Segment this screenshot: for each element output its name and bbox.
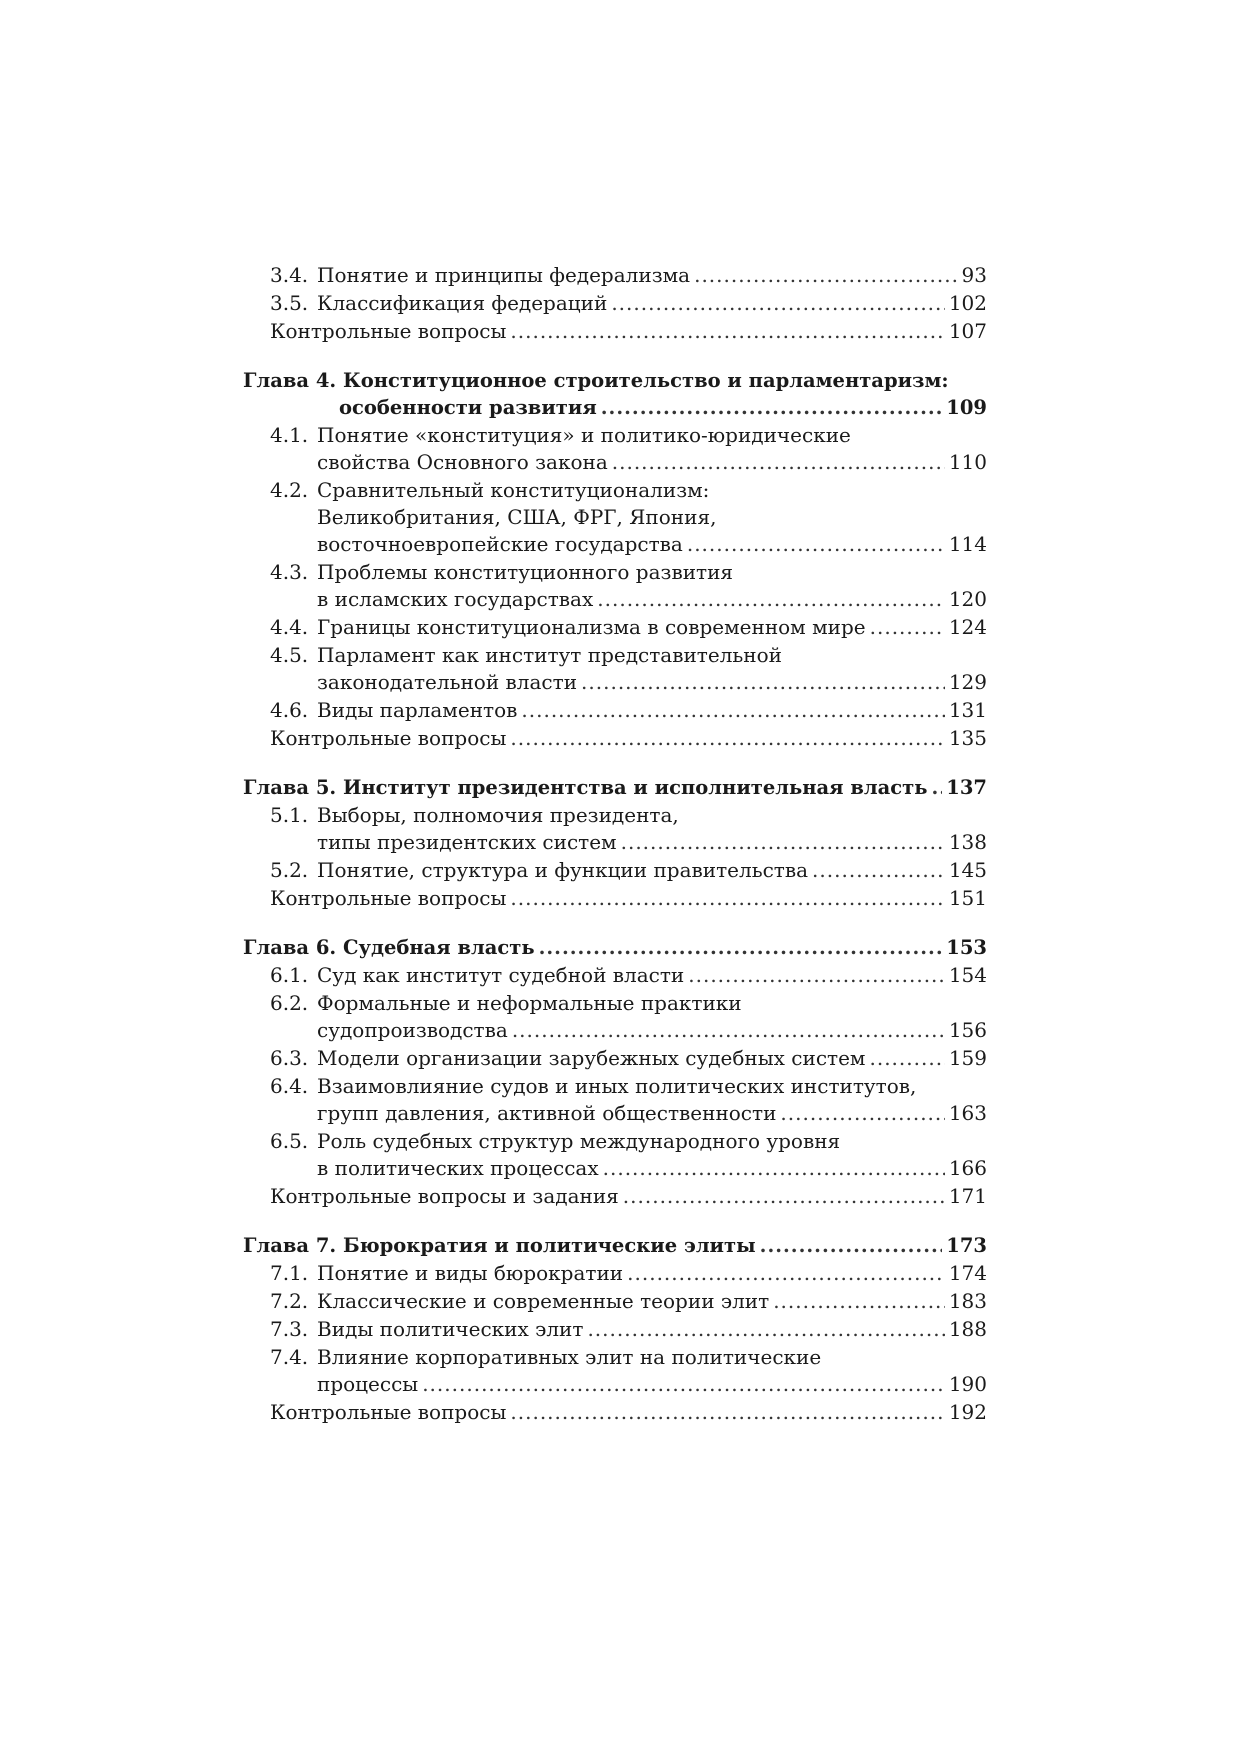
toc-chapter bbox=[243, 367, 987, 421]
entry-title: Выборы, полномочия президента, bbox=[317, 803, 679, 827]
toc-section bbox=[243, 1045, 987, 1072]
entry-title: Виды политических элит bbox=[317, 1317, 584, 1341]
dot-leader bbox=[601, 394, 943, 421]
toc-control-questions bbox=[243, 725, 987, 752]
entry-title: судопроизводства bbox=[317, 1018, 508, 1042]
toc-group bbox=[243, 367, 987, 752]
section-number: 7.1. bbox=[270, 1261, 309, 1285]
toc-chapter bbox=[243, 774, 987, 801]
toc-section bbox=[243, 1260, 987, 1287]
entry-title: Границы конституционализма в современном мире bbox=[317, 615, 866, 639]
toc-section bbox=[243, 559, 987, 613]
toc-section bbox=[243, 962, 987, 989]
toc-section bbox=[243, 1128, 987, 1182]
page-number: 110 bbox=[948, 450, 987, 474]
toc-section bbox=[243, 422, 987, 476]
entry-title: Формальные и неформальные практики bbox=[317, 991, 742, 1015]
page-number: 135 bbox=[948, 726, 987, 750]
dot-leader bbox=[687, 531, 945, 558]
page-number: 156 bbox=[948, 1018, 987, 1042]
section-number: 3.5. bbox=[270, 291, 309, 315]
page-number: 174 bbox=[948, 1261, 987, 1285]
section-number: 6.3. bbox=[270, 1046, 309, 1070]
dot-leader bbox=[512, 1017, 945, 1044]
entry-title: законодательной власти bbox=[317, 670, 578, 694]
page-number: 109 bbox=[946, 396, 987, 419]
entry-title: Парламент как институт представительной bbox=[317, 643, 782, 667]
entry-title: Понятие и виды бюрократии bbox=[317, 1261, 624, 1285]
dot-leader bbox=[521, 697, 944, 724]
toc-section bbox=[243, 857, 987, 884]
toc-control-questions bbox=[243, 1399, 987, 1426]
page-number: 137 bbox=[946, 776, 987, 799]
entry-title: свойства Основного закона bbox=[317, 450, 608, 474]
section-number: 4.1. bbox=[270, 423, 309, 447]
dot-leader bbox=[869, 1045, 944, 1072]
page-number: 190 bbox=[948, 1372, 987, 1396]
page-number: 153 bbox=[946, 936, 987, 959]
entry-title: Контрольные вопросы и задания bbox=[270, 1184, 619, 1208]
section-number: 6.5. bbox=[270, 1129, 309, 1153]
page-number: 102 bbox=[948, 291, 987, 315]
dot-leader bbox=[760, 1232, 943, 1259]
entry-title: Взаимовлияние судов и иных политических институтов, bbox=[317, 1074, 917, 1098]
toc-section bbox=[243, 1344, 987, 1398]
entry-title: процессы bbox=[317, 1372, 419, 1396]
toc-control-questions bbox=[243, 318, 987, 345]
section-number: 4.4. bbox=[270, 615, 309, 639]
dot-leader bbox=[612, 449, 945, 476]
page-number: 138 bbox=[948, 830, 987, 854]
toc-section bbox=[243, 290, 987, 317]
dot-leader bbox=[510, 318, 944, 345]
entry-title: Классические и современные теории элит bbox=[317, 1289, 770, 1313]
dot-leader bbox=[931, 774, 942, 801]
entry-title: особенности развития bbox=[339, 396, 597, 419]
entry-title: Контрольные вопросы bbox=[270, 886, 507, 910]
page-number: 151 bbox=[948, 886, 987, 910]
dot-leader bbox=[611, 290, 945, 317]
toc-control-questions bbox=[243, 885, 987, 912]
page-number: 188 bbox=[948, 1317, 987, 1341]
toc-section bbox=[243, 802, 987, 856]
toc-section bbox=[243, 1073, 987, 1127]
section-number: 7.2. bbox=[270, 1289, 309, 1313]
entry-title: типы президентских систем bbox=[317, 830, 617, 854]
dot-leader bbox=[510, 1399, 944, 1426]
section-number: 5.1. bbox=[270, 803, 309, 827]
page-number: 120 bbox=[948, 587, 987, 611]
entry-title: Контрольные вопросы bbox=[270, 319, 507, 343]
dot-leader bbox=[603, 1155, 945, 1182]
section-number: 6.4. bbox=[270, 1074, 309, 1098]
section-number: 3.4. bbox=[270, 263, 309, 287]
section-number: 6.1. bbox=[270, 963, 309, 987]
dot-leader bbox=[510, 885, 944, 912]
entry-title: Понятие, структура и функции правительства bbox=[317, 858, 809, 882]
section-number: 4.2. bbox=[270, 478, 309, 502]
entry-title: в исламских государствах bbox=[317, 587, 594, 611]
section-number: 4.3. bbox=[270, 560, 309, 584]
toc-section bbox=[243, 990, 987, 1044]
page-number: 129 bbox=[948, 670, 987, 694]
entry-title: Глава 4. Конституционное строительство и парламентаризм: bbox=[243, 369, 949, 392]
entry-title: Суд как институт судебной власти bbox=[317, 963, 685, 987]
dot-leader bbox=[597, 586, 945, 613]
entry-title: Глава 6. Судебная власть bbox=[243, 936, 535, 959]
section-number: 7.4. bbox=[270, 1345, 309, 1369]
dot-leader bbox=[621, 829, 945, 856]
page-number: 166 bbox=[948, 1156, 987, 1180]
dot-leader bbox=[688, 962, 945, 989]
toc-section bbox=[243, 642, 987, 696]
toc-section bbox=[243, 697, 987, 724]
toc-group bbox=[243, 774, 987, 912]
toc-section bbox=[243, 262, 987, 289]
page-number: 173 bbox=[946, 1234, 987, 1257]
entry-title: Роль судебных структур международного уровня bbox=[317, 1129, 841, 1153]
page-number: 145 bbox=[948, 858, 987, 882]
dot-leader bbox=[870, 614, 945, 641]
section-number: 7.3. bbox=[270, 1317, 309, 1341]
entry-title: Контрольные вопросы bbox=[270, 1400, 507, 1424]
page-number: 192 bbox=[948, 1400, 987, 1424]
toc-chapter bbox=[243, 934, 987, 961]
section-number: 6.2. bbox=[270, 991, 309, 1015]
dot-leader bbox=[627, 1260, 945, 1287]
entry-title: Сравнительный конституционализм: bbox=[317, 478, 710, 502]
toc-section bbox=[243, 614, 987, 641]
entry-title: Контрольные вопросы bbox=[270, 726, 507, 750]
toc-control-questions bbox=[243, 1183, 987, 1210]
entry-title: восточноевропейские государства bbox=[317, 532, 683, 556]
section-number: 5.2. bbox=[270, 858, 309, 882]
dot-leader bbox=[773, 1288, 945, 1315]
dot-leader bbox=[812, 857, 945, 884]
entry-title: Виды парламентов bbox=[317, 698, 518, 722]
page-number: 171 bbox=[948, 1184, 987, 1208]
dot-leader bbox=[587, 1316, 944, 1343]
page-number: 159 bbox=[948, 1046, 987, 1070]
entry-title: групп давления, активной общественности bbox=[317, 1101, 777, 1125]
dot-leader bbox=[510, 725, 944, 752]
toc-group bbox=[243, 262, 987, 345]
toc-chapter bbox=[243, 1232, 987, 1259]
entry-title: Влияние корпоративных элит на политические bbox=[317, 1345, 822, 1369]
table-of-contents bbox=[243, 262, 987, 1426]
toc-section bbox=[243, 477, 987, 558]
entry-title: в политических процессах bbox=[317, 1156, 599, 1180]
section-number: 4.5. bbox=[270, 643, 309, 667]
entry-title: Глава 5. Институт президентства и исполнительная власть bbox=[243, 776, 928, 799]
toc-section bbox=[243, 1316, 987, 1343]
page-number: 163 bbox=[948, 1101, 987, 1125]
entry-title: Понятие и принципы федерализма bbox=[317, 263, 691, 287]
toc-group bbox=[243, 1232, 987, 1426]
toc-section bbox=[243, 1288, 987, 1315]
section-number: 4.6. bbox=[270, 698, 309, 722]
entry-title: Проблемы конституционного развития bbox=[317, 560, 734, 584]
page-number: 114 bbox=[948, 532, 987, 556]
dot-leader bbox=[694, 262, 957, 289]
page-number: 183 bbox=[948, 1289, 987, 1313]
entry-title: Модели организации зарубежных судебных систем bbox=[317, 1046, 866, 1070]
dot-leader bbox=[780, 1100, 944, 1127]
entry-title: Глава 7. Бюрократия и политические элиты bbox=[243, 1234, 756, 1257]
dot-leader bbox=[539, 934, 943, 961]
entry-title: Понятие «конституция» и политико-юридические bbox=[317, 423, 851, 447]
dot-leader bbox=[422, 1371, 945, 1398]
page-number: 154 bbox=[948, 963, 987, 987]
page-number: 124 bbox=[948, 615, 987, 639]
page-number: 93 bbox=[961, 263, 987, 287]
page-number: 107 bbox=[948, 319, 987, 343]
entry-title: Великобритания, США, ФРГ, Япония, bbox=[317, 505, 717, 529]
dot-leader bbox=[581, 669, 945, 696]
dot-leader bbox=[623, 1183, 945, 1210]
page-number: 131 bbox=[948, 698, 987, 722]
toc-group bbox=[243, 934, 987, 1210]
entry-title: Классификация федераций bbox=[317, 291, 608, 315]
